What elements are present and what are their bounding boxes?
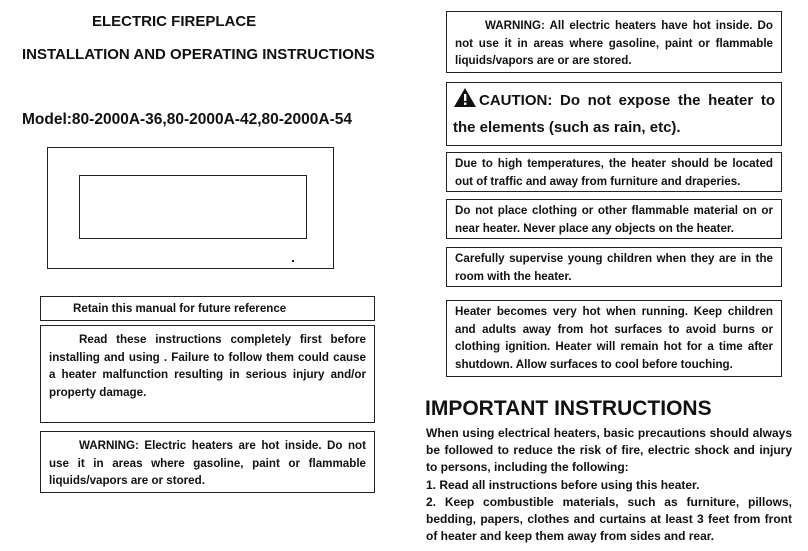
warning-text-top: WARNING: All electric heaters have hot inside. Do not use it in areas where gasoline, paint or flammable liquids/vapors are or are stored. [455, 19, 773, 68]
read-instructions-box [40, 325, 375, 423]
important-item-2: 2. Keep combustible materials, such as furniture, pillows, bedding, papers, clothes and curtains at least 3 feet from front of heater and keep them away from sides and rear. [426, 494, 792, 544]
note-text-hot-surfaces: Heater becomes very hot when running. Keep children and adults away from hot surfaces to avoid burns or clothing ignition. Heater will remain hot for a time after shutdown. Allow surfaces to cool before touching. [455, 305, 773, 371]
important-instructions-body [426, 425, 792, 545]
retain-manual-text: Retain this manual for future reference [73, 302, 287, 315]
fireplace-illustration [47, 147, 337, 272]
fireplace-outer-frame [48, 148, 334, 269]
note-box-flammable [446, 199, 782, 239]
fireplace-glass-panel [80, 176, 307, 239]
important-instructions-heading: IMPORTANT INSTRUCTIONS [425, 397, 712, 420]
note-box-traffic [446, 152, 782, 192]
important-intro: When using electrical heaters, basic precautions should always be followed to reduce the risk of fire, electric shock and injury to persons, including the following: [426, 426, 792, 475]
document-title: ELECTRIC FIREPLACE [92, 13, 257, 30]
document-subtitle: INSTALLATION AND OPERATING INSTRUCTIONS [22, 46, 375, 63]
note-text-flammable: Do not place clothing or other flammable material on or near heater. Never place any objects on the heater. [455, 204, 773, 235]
warning-triangle-icon [453, 87, 477, 116]
warning-box-top [446, 11, 782, 73]
read-instructions-text: Read these instructions completely first before installing and using . Failure to follow them could cause a heater malfunction resulting in serious injury and/or property damage. [49, 333, 366, 399]
model-numbers: Model:80-2000A-36,80-2000A-42,80-2000A-54 [22, 111, 352, 128]
fireplace-indicator-dot [292, 260, 294, 262]
note-text-traffic: Due to high temperatures, the heater should be located out of traffic and away from furniture and draperies. [455, 157, 773, 188]
caution-text: CAUTION: Do not expose the heater to the elements (such as rain, etc). [453, 92, 775, 136]
note-box-hot-surfaces [446, 300, 782, 377]
important-item-1: 1. Read all instructions before using this heater. [426, 477, 700, 492]
warning-box-left [40, 431, 375, 493]
note-box-children [446, 247, 782, 287]
note-text-children: Carefully supervise young children when they are in the room with the heater. [455, 252, 773, 283]
caution-box [446, 82, 782, 146]
retain-manual-note [40, 296, 375, 321]
warning-text-left: WARNING: Electric heaters are hot inside. Do not use it in areas where gasoline, paint or flammable liquids/vapors are or stored. [49, 439, 366, 488]
